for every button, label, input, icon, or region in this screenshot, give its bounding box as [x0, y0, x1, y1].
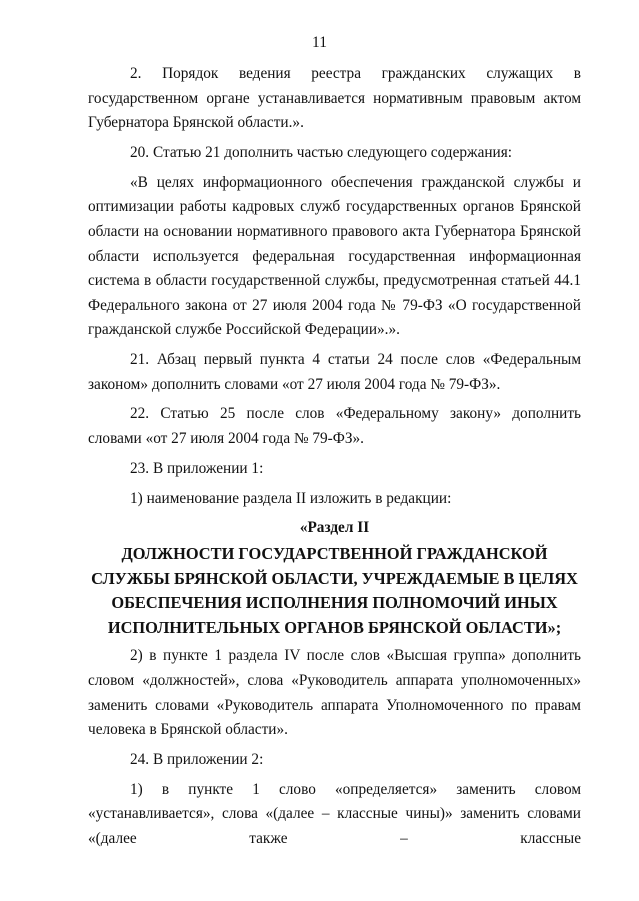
paragraph-item-22: 22. Статью 25 после слов «Федеральному закону» дополнить словами «от 27 июля 2004 года № 79-ФЗ».	[88, 405, 581, 448]
paragraph-section-iv-change: 2) в пункте 1 раздела IV после слов «Высшая группа» дополнить словом «должностей», слова «Руководитель аппарата уполномоченных» заменить словами «Руководитель аппарата Уполномоченного по правам человека в Брянской области».	[88, 647, 581, 739]
section-heading-line: ИСПОЛНИТЕЛЬНЫХ ОРГАНОВ БРЯНСКОЙ ОБЛАСТИ»;	[107, 617, 562, 637]
paragraph-information-system: «В целях информационного обеспечения гражданской службы и оптимизации работы кадровых служб государственных органов Брянской области на основании нормативного правового акта Губернатора Брянской области используется федеральная государственная информационная система в области государственной службы, предусмотренная статьей 44.1 Федерального закона от 27 июля 2004 года № 79-ФЗ «О государственной гражданской службе Российской Федерации».».	[88, 173, 581, 339]
section-heading-line: ОБЕСПЕЧЕНИЯ ИСПОЛНЕНИЯ ПОЛНОМОЧИЙ ИНЫХ	[111, 593, 558, 613]
section-heading-line: ДОЛЖНОСТИ ГОСУДАРСТВЕННОЙ ГРАЖДАНСКОЙ	[121, 544, 548, 563]
section-label: «Раздел II	[299, 519, 370, 537]
paragraph-item-23: 23. В приложении 1:	[130, 459, 264, 477]
paragraph-item-24: 24. В приложении 2:	[130, 750, 264, 768]
section-heading	[88, 542, 581, 640]
document-body	[88, 62, 581, 857]
paragraph-class-ranks: 1) в пункте 1 слово «определяется» заменить словом «устанавливается», слова «(далее – классные чины)» заменить словами «(далее также – классные	[88, 780, 581, 847]
paragraph-registry-order: 2. Порядок ведения реестра гражданских служащих в государственном органе устанавливается нормативным правовым актом Губернатора Брянской области.».	[88, 65, 581, 132]
paragraph-item-20: 20. Статью 21 дополнить частью следующего содержания:	[130, 143, 513, 161]
section-heading-line: СЛУЖБЫ БРЯНСКОЙ ОБЛАСТИ, УЧРЕЖДАЕМЫЕ В ЦЕЛЯХ	[91, 568, 578, 588]
paragraph-item-21: 21. Абзац первый пункта 4 статьи 24 после слов «Федеральным законом» дополнить словами «от 27 июля 2004 года № 79-ФЗ».	[88, 351, 581, 393]
page-number: 11	[312, 34, 327, 51]
paragraph-section-rename: 1) наименование раздела II изложить в редакции:	[130, 489, 452, 507]
